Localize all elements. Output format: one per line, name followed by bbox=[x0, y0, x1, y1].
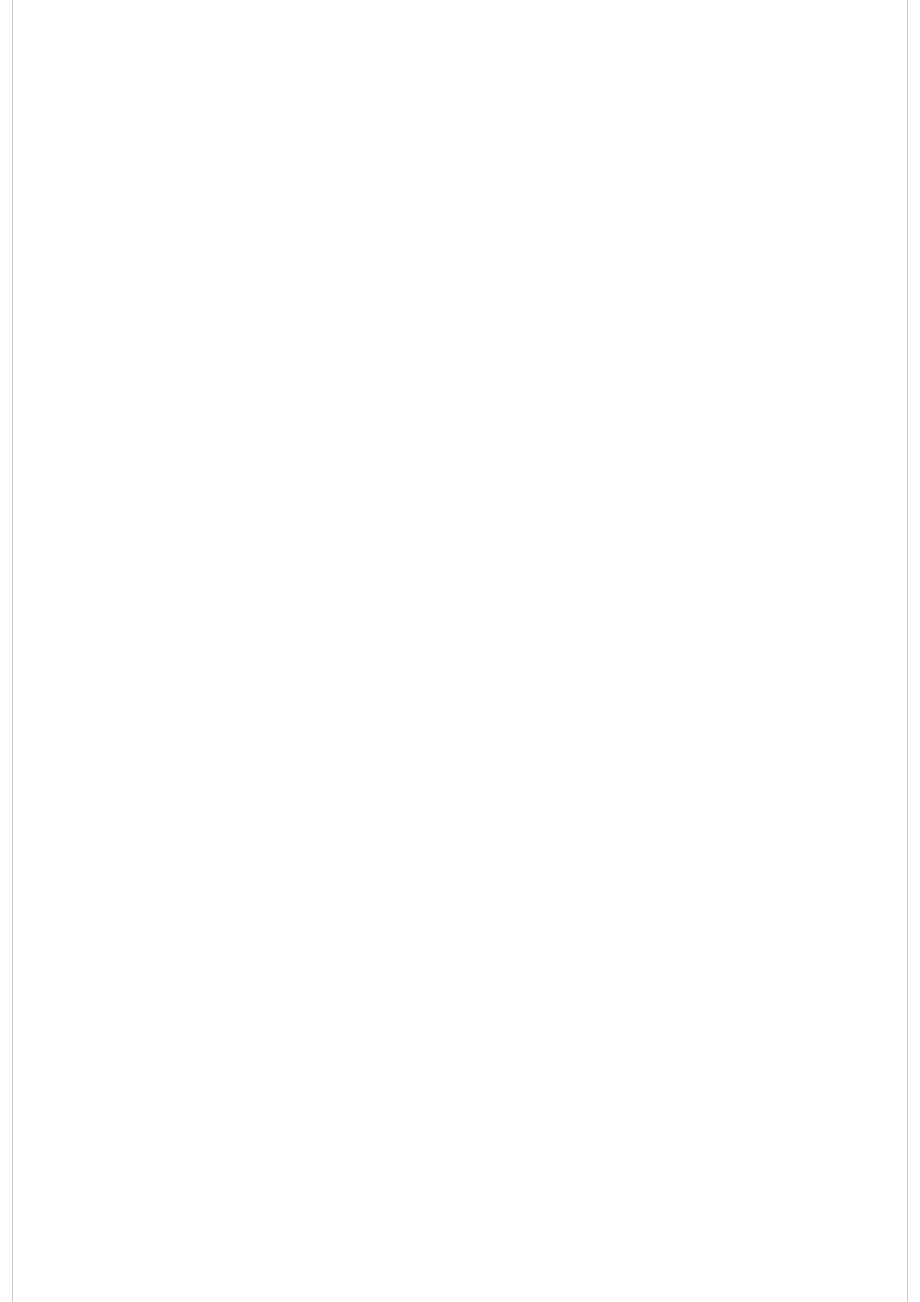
right-edge-rule bbox=[907, 0, 908, 1302]
left-edge-rule bbox=[12, 0, 13, 1302]
